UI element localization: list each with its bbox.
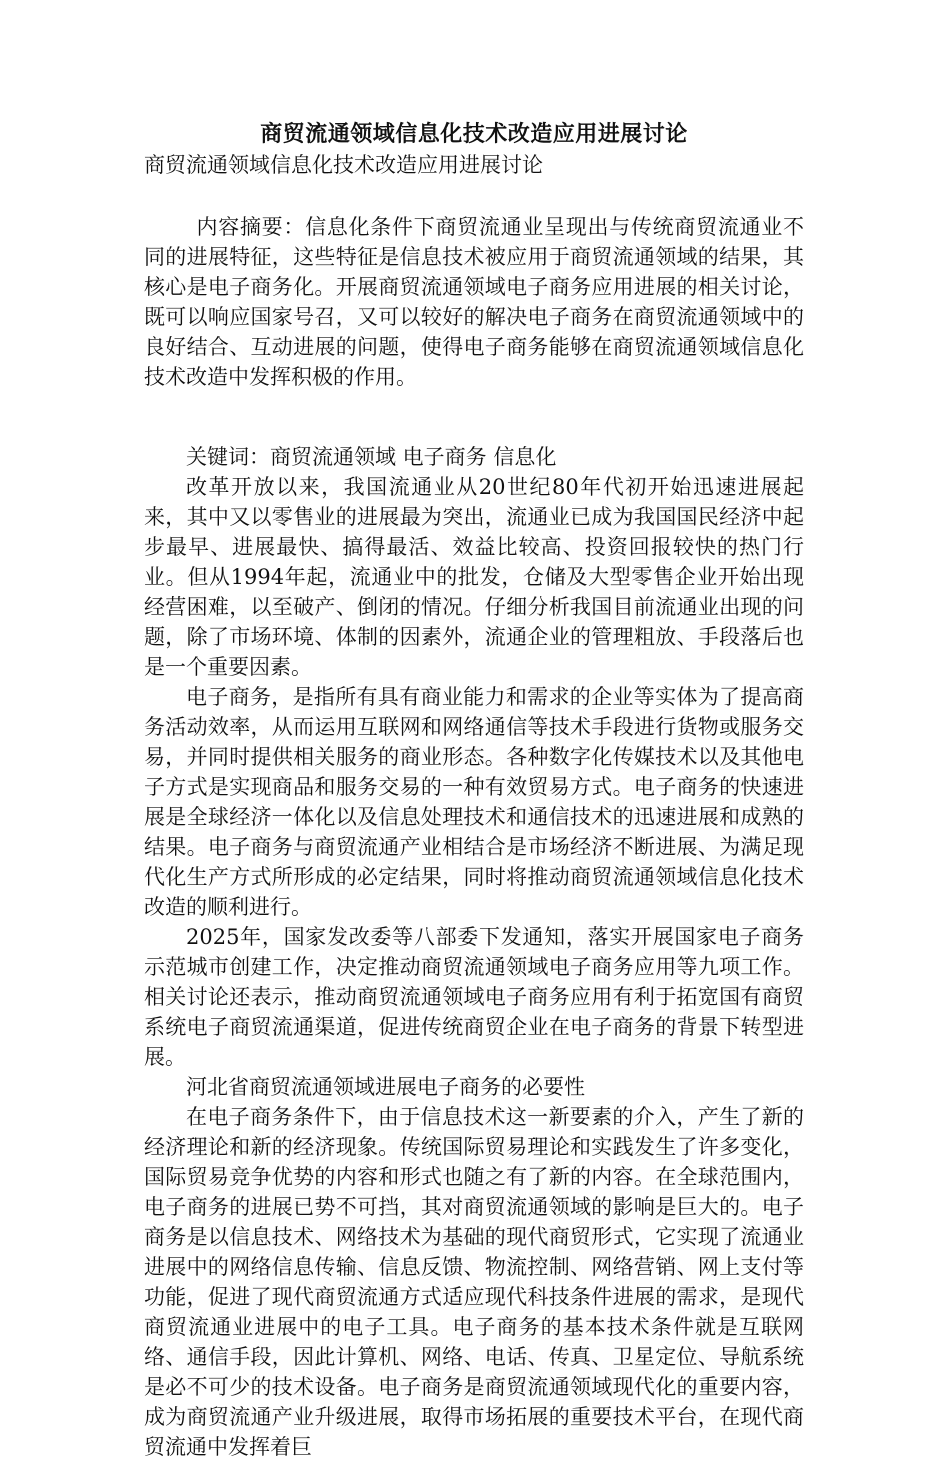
document-page: [144, 118, 804, 1462]
body-paragraph-2: 电子商务，是指所有具有商业能力和需求的企业等实体为了提高商务活动效率，从而运用互联网和网络通信等技术手段进行货物或服务交易，并同时提供相关服务的商业形态。各种数字化传媒技术以及其他电子方式是实现商品和服务交易的一种有效贸易方式。电子商务的快速进展是全球经济一体化以及信息处理技术和通信技术的迅速进展和成熟的结果。电子商务与商贸流通产业相结合是市场经济不断进展、为满足现代化生产方式所形成的必定结果，同时将推动商贸流通领域信息化技术改造的顺利进行。: [144, 685, 804, 919]
body-paragraph-1: 改革开放以来，我国流通业从20世纪80年代初开始迅速进展起来，其中又以零售业的进展最为突出，流通业已成为我国国民经济中起步最早、进展最快、搞得最活、效益比较高、投资回报较快的热门行业。但从1994年起，流通业中的批发，仓储及大型零售企业开始出现经营困难，以至破产、倒闭的情况。仔细分析我国目前流通业出现的问题，除了市场环境、体制的因素外，流通企业的管理粗放、手段落后也是一个重要因素。: [144, 475, 804, 679]
keywords-line: 关键词：商贸流通领域 电子商务 信息化: [186, 445, 557, 469]
document-title: 商贸流通领域信息化技术改造应用进展讨论: [260, 121, 688, 147]
section-heading: 河北省商贸流通领域进展电子商务的必要性: [186, 1075, 585, 1099]
abstract-paragraph: 内容摘要：信息化条件下商贸流通业呈现出与传统商贸流通业不同的进展特征，这些特征是信息技术被应用于商贸流通领域的结果，其核心是电子商务化。开展商贸流通领域电子商务应用进展的相关讨论，既可以响应国家号召，又可以较好的解决电子商务在商贸流通领域中的良好结合、互动进展的问题，使得电子商务能够在商贸流通领域信息化技术改造中发挥积极的作用。: [144, 215, 804, 389]
document-subtitle: 商贸流通领域信息化技术改造应用进展讨论: [144, 153, 543, 177]
section-paragraph: 在电子商务条件下，由于信息技术这一新要素的介入，产生了新的经济理论和新的经济现象。传统国际贸易理论和实践发生了许多变化，国际贸易竞争优势的内容和形式也随之有了新的内容。在全球范围内，电子商务的进展已势不可挡，其对商贸流通领域的影响是巨大的。电子商务是以信息技术、网络技术为基础的现代商贸形式，它实现了流通业进展中的网络信息传输、信息反馈、物流控制、网络营销、网上支付等功能，促进了现代商贸流通方式适应现代科技条件进展的需求，是现代商贸流通业进展中的电子工具。电子商务的基本技术条件就是互联网络、通信手段，因此计算机、网络、电话、传真、卫星定位、导航系统是必不可少的技术设备。电子商务是商贸流通领域现代化的重要内容，成为商贸流通产业升级进展，取得市场拓展的重要技术平台，在现代商贸流通中发挥着巨: [144, 1105, 804, 1459]
body-paragraph-3: 2025年，国家发改委等八部委下发通知，落实开展国家电子商务示范城市创建工作，决定推动商贸流通领域电子商务应用等九项工作。相关讨论还表示，推动商贸流通领域电子商务应用有利于拓宽国有商贸系统电子商贸流通渠道，促进传统商贸企业在电子商务的背景下转型进展。: [144, 925, 804, 1069]
